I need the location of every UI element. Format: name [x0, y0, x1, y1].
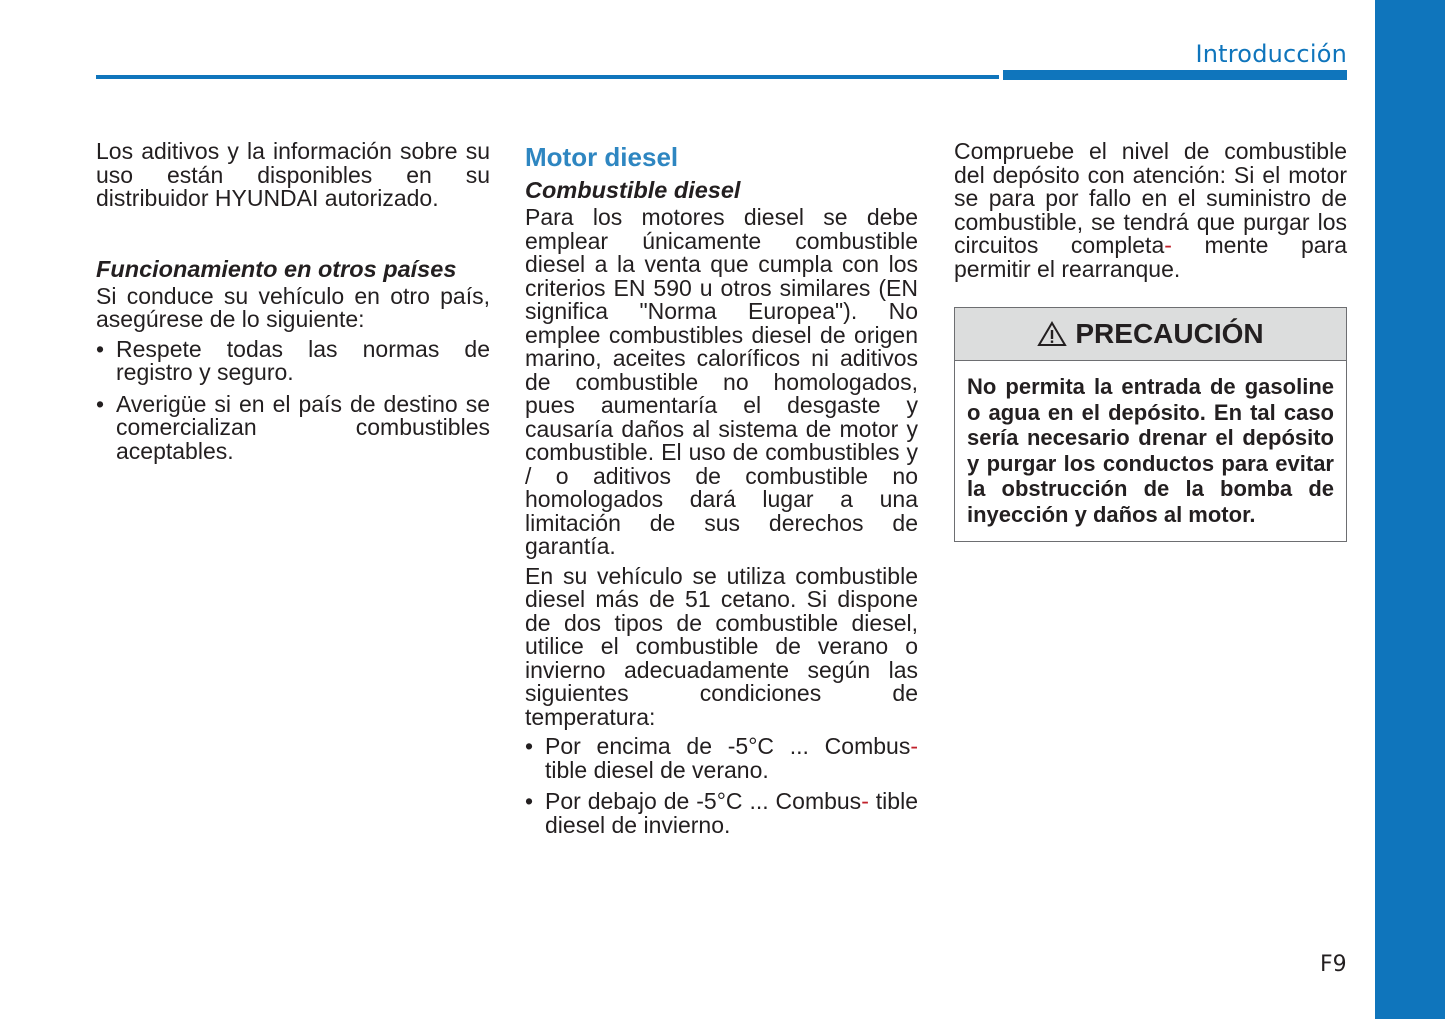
page-number: F9 — [1320, 952, 1347, 977]
paragraph-text-continued: mente para permitir el rearranque. — [954, 232, 1347, 282]
bullet-text: Por debajo de -5°C ... Combus — [545, 788, 862, 814]
list-item: • Respete todas las normas de registro y seguro. — [96, 338, 490, 385]
subheading-other-countries: Funcionamiento en otros países — [96, 255, 457, 282]
bullet-list — [96, 335, 490, 464]
bullet-text-continued: tible diesel de invierno. — [545, 788, 918, 838]
chapter-side-tab — [1375, 0, 1445, 1019]
paragraph-diesel-fuel: Para los motores diesel se debe emplear únicamente combustible diesel a la venta que cumpla con los criterios EN 590 u otros similares (EN significa "Norma Europea"). No emplee combustibles diesel de origen marino, aceites caloríficos ni aditivos de combustible no homologados, pues aumentaría el desgaste y causaría daños al sistema de motor y combustible. El uso de combustibles y / o aditivos de combustible no homologados dará lugar a una limitación de sus derechos de garantía. — [525, 204, 918, 559]
paragraph-fuel-level — [954, 140, 1347, 281]
bullet-text: Por encima de -5°C ... Combus — [545, 733, 911, 759]
paragraph-text: Compruebe el nivel de combustible del depósito con atención: Si el motor se para por fallo en el suministro de combustible, se tendrá que purgar los circuitos completa — [954, 138, 1347, 258]
warning-triangle-icon — [1037, 321, 1067, 347]
column-middle — [525, 140, 918, 845]
list-item: • Averigüe si en el país de destino se comercializan combustibles aceptables. — [96, 393, 490, 464]
header-rule — [96, 75, 999, 79]
heading-diesel-engine: Motor diesel — [525, 142, 679, 172]
hyphen-mark: - — [910, 733, 918, 759]
caution-text: No permita la entrada de gasoline o agua en el depósito. En tal caso sería necesario drenar el depósito y purgar los conductos para evitar la obstrucción de la bomba de inyección y daños al motor. — [967, 374, 1334, 527]
list-item — [525, 790, 918, 837]
section-title: Introducción — [1195, 40, 1347, 68]
paragraph-cetane: En su vehículo se utiliza combustible diesel más de 51 cetano. Si dispone de dos tipos de combustible diesel, utilice el combustible de verano o invierno adecuadamente según las siguientes condiciones de temperatura: — [525, 562, 918, 730]
caution-body — [955, 361, 1346, 541]
caution-title: PRECAUCIÓN — [1075, 318, 1264, 349]
temperature-list — [525, 735, 918, 837]
caution-box — [954, 307, 1347, 542]
hyphen-mark: - — [1164, 232, 1172, 258]
column-left — [96, 140, 490, 471]
bullet-text-continued: tible diesel de verano. — [545, 756, 769, 783]
column-right — [954, 140, 1347, 542]
hyphen-mark: - — [861, 788, 869, 814]
header-rule-accent — [1003, 70, 1347, 80]
paragraph-other-countries: Si conduce su vehículo en otro país, asegúrese de lo siguiente: — [96, 282, 490, 332]
intro-paragraph: Los aditivos y la información sobre su uso están disponibles en su distribuidor HYUNDAI autorizado. — [96, 138, 490, 211]
subheading-diesel-fuel: Combustible diesel — [525, 177, 741, 203]
caution-header — [955, 308, 1346, 361]
list-item — [525, 735, 918, 782]
